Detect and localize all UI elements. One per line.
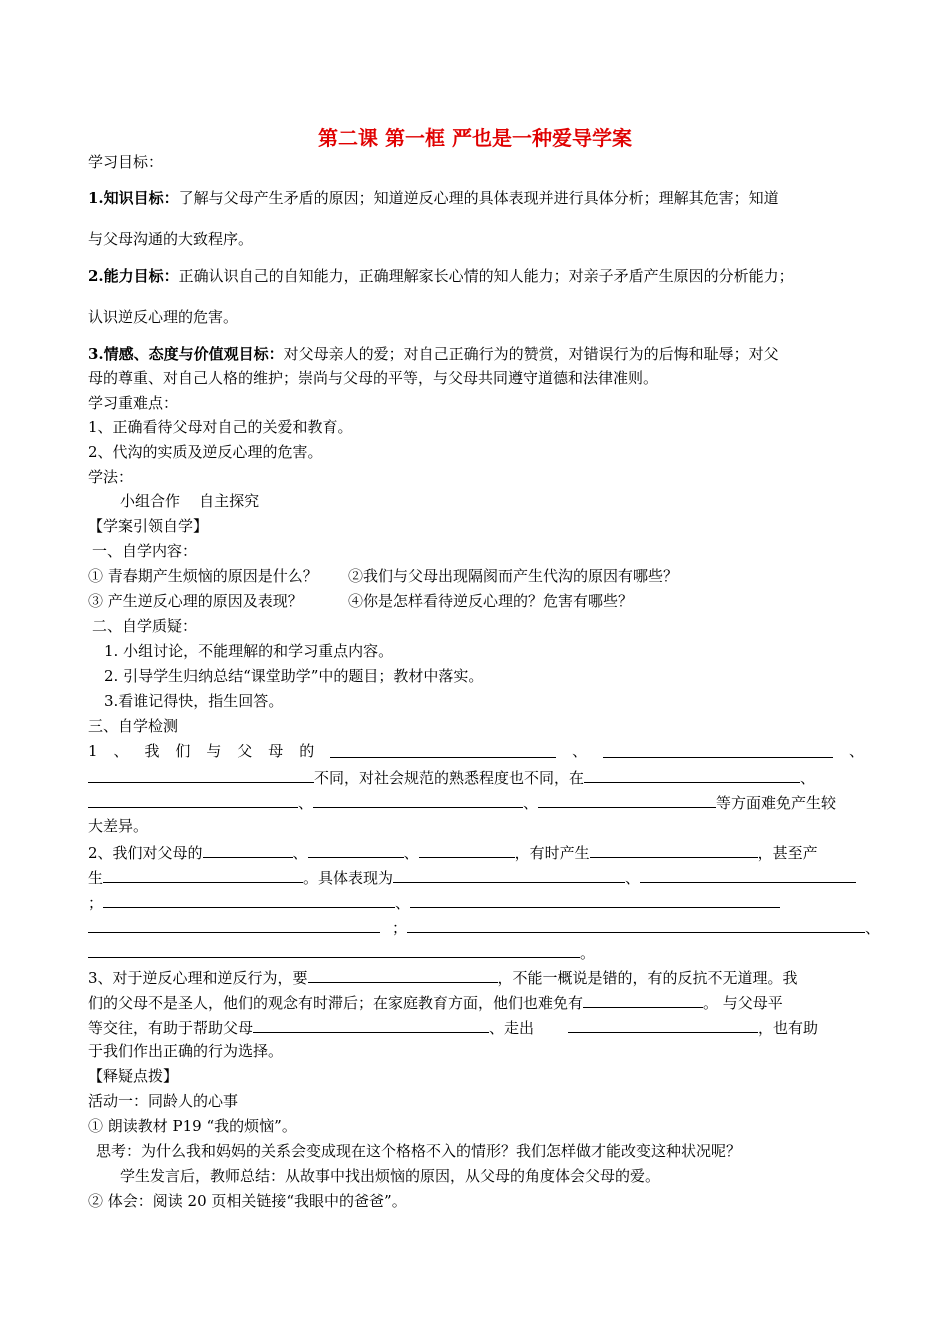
test-1-text: 不同，对社会规范的熟悉程度也不同，在: [314, 769, 585, 787]
self-question-2: 2. 引导学生归纳总结“课堂助学”中的题目；教材中落实。: [104, 667, 484, 685]
fill-blank[interactable]: [640, 866, 856, 883]
objectives-heading: 学习目标：: [88, 153, 164, 171]
fill-blank[interactable]: [590, 841, 758, 858]
test-1-char: 们: [175, 742, 191, 760]
separator: 、: [298, 794, 314, 812]
separator: 、: [865, 919, 881, 937]
fill-blank[interactable]: [203, 841, 293, 858]
activity-1-summary: 学生发言后，教师总结：从故事中找出烦恼的原因，从父母的角度体会父母的爱。: [120, 1167, 661, 1185]
self-question-1: 1. 小组讨论，不能理解的和学习重点内容。: [104, 642, 394, 660]
fill-blank[interactable]: [313, 791, 523, 808]
self-question-3: 3.看谁记得快，指生回答。: [104, 692, 284, 710]
activity-1-think: 思考：为什么我和妈妈的关系会变成现在这个格格不入的情形？我们怎样做才能改变这种状况呢？: [96, 1142, 742, 1160]
page-title: 第二课 第一框 严也是一种爱导学案: [318, 126, 632, 150]
test-3-text: 们的父母不是圣人，他们的观念有时滞后；在家庭教育方面，他们也难免有: [88, 994, 584, 1012]
fill-blank[interactable]: [253, 1016, 489, 1033]
clarify-heading: 【释疑点拨】: [88, 1067, 179, 1085]
emotion-objective-line-2: 母的尊重、对自己人格的维护；崇尚与父母的平等，与父母共同遵守道德和法律准则。: [88, 369, 659, 387]
fill-blank[interactable]: [419, 841, 515, 858]
test-1-char: 父: [237, 742, 253, 760]
knowledge-objective-line-2: 与父母沟通的大致程序。: [88, 230, 254, 248]
fill-blank[interactable]: [603, 741, 833, 758]
question-2: ②我们与父母出现隔阂而产生代沟的原因有哪些？: [348, 567, 679, 585]
separator: 。: [580, 944, 596, 962]
methods-text: 小组合作 自主探究: [120, 492, 260, 510]
methods-heading: 学法：: [88, 468, 134, 486]
fill-blank[interactable]: [584, 766, 800, 783]
guide-heading: 【学案引领自学】: [88, 517, 209, 535]
separator: ；: [88, 894, 104, 912]
self-test-heading: 三、自学检测: [88, 717, 179, 735]
question-1: ① 青春期产生烦恼的原因是什么？: [88, 567, 318, 585]
test-3-text: 、走出: [489, 1019, 535, 1037]
fill-blank[interactable]: [308, 966, 498, 983]
test-2-line-2: [88, 866, 856, 888]
fill-blank[interactable]: [583, 991, 703, 1008]
fill-blank[interactable]: [568, 1016, 758, 1033]
test-2-line-5: [88, 941, 595, 963]
knowledge-label: 1.知识目标：: [88, 189, 179, 207]
fill-blank[interactable]: [88, 916, 380, 933]
separator: 、: [625, 869, 641, 887]
test-1-line-2: [88, 766, 815, 788]
ability-objective-line-2: 认识逆反心理的危害。: [88, 308, 239, 326]
ability-objective-line-1: [88, 266, 794, 286]
emotion-text: 对父母亲人的爱；对自己正确行为的赞赏，对错误行为的后悔和耻辱；对父: [283, 345, 779, 363]
test-3-text: ，也有助: [758, 1019, 819, 1037]
knowledge-objective-line-1: [88, 188, 779, 208]
test-1-char: 与: [206, 742, 222, 760]
test-1-line-1: [88, 741, 864, 761]
fill-blank[interactable]: [330, 741, 556, 758]
test-3-text: 3、对于逆反心理和逆反行为，要: [88, 969, 308, 987]
key-point-1: 1、正确看待父母对自己的关爱和教育。: [88, 418, 353, 436]
separator: 、: [292, 844, 308, 862]
test-1-char: 我: [144, 742, 160, 760]
fill-blank[interactable]: [407, 916, 865, 933]
key-point-2: 2、代沟的实质及逆反心理的危害。: [88, 443, 323, 461]
activity-1-title: 活动一：同龄人的心事: [88, 1092, 239, 1110]
emotion-label: 3.情感、态度与价值观目标：: [88, 345, 284, 363]
fill-blank[interactable]: [103, 866, 303, 883]
knowledge-text: 了解与父母产生矛盾的原因；知道逆反心理的具体表现并进行具体分析；理解其危害；知道: [178, 189, 779, 207]
fill-blank[interactable]: [88, 791, 298, 808]
separator: 、: [572, 742, 588, 760]
test-1-line-3: [88, 791, 836, 813]
separator: 、: [848, 742, 864, 760]
fill-blank[interactable]: [103, 891, 395, 908]
test-1-line-4: 大差异。: [88, 817, 149, 835]
test-3-text: ，不能一概说是错的，有的反抗不无道理。我: [497, 969, 798, 987]
fill-blank[interactable]: [410, 891, 780, 908]
ability-text: 正确认识自己的自知能力，正确理解家长心情的知人能力；对亲子矛盾产生原因的分析能力；: [178, 267, 794, 285]
test-3-line-3: [88, 1016, 818, 1038]
test-1-char: 1: [88, 742, 98, 760]
test-2-text: 2、我们对父母的: [88, 844, 203, 862]
test-2-line-1: [88, 841, 818, 863]
test-1-text: 等方面难免产生较: [716, 794, 837, 812]
test-2-text: 生: [88, 869, 104, 887]
test-2-text: 。具体表现为: [303, 869, 394, 887]
test-2-line-4: [88, 916, 880, 938]
test-1-char: 母: [268, 742, 284, 760]
test-3-line-2: [88, 991, 783, 1013]
activity-1-step-2: ② 体会：阅读 20 页相关链接“我眼中的爸爸”。: [88, 1192, 407, 1210]
self-study-heading: 一、自学内容：: [92, 542, 198, 560]
activity-1-step-1: ① 朗读教材 P19 “我的烦恼”。: [88, 1117, 297, 1135]
question-3: ③ 产生逆反心理的原因及表现？: [88, 592, 303, 610]
test-2-text: ，甚至产: [757, 844, 818, 862]
separator: 、: [800, 769, 816, 787]
test-3-text: 等交往，有助于帮助父母: [88, 1019, 254, 1037]
test-3-line-1: [88, 966, 798, 988]
fill-blank[interactable]: [308, 841, 404, 858]
separator: 、: [395, 894, 411, 912]
ability-label: 2.能力目标：: [88, 267, 179, 285]
key-points-heading: 学习重难点：: [88, 394, 179, 412]
emotion-objective-line-1: [88, 344, 779, 364]
test-1-char: 的: [299, 742, 315, 760]
separator: 、: [523, 794, 539, 812]
fill-blank[interactable]: [538, 791, 716, 808]
test-3-text: 。 与父母平: [703, 994, 783, 1012]
separator: 、: [403, 844, 419, 862]
self-question-heading: 二、自学质疑：: [92, 617, 198, 635]
question-4: ④你是怎样看待逆反心理的？危害有哪些？: [348, 592, 634, 610]
separator: ；: [392, 919, 408, 937]
test-1-char: 、: [113, 742, 129, 760]
fill-blank[interactable]: [393, 866, 625, 883]
fill-blank[interactable]: [88, 766, 314, 783]
test-3-line-4: 于我们作出正确的行为选择。: [88, 1042, 284, 1060]
fill-blank[interactable]: [88, 941, 580, 958]
test-2-line-3: [88, 891, 780, 913]
test-2-text: ，有时产生: [514, 844, 590, 862]
